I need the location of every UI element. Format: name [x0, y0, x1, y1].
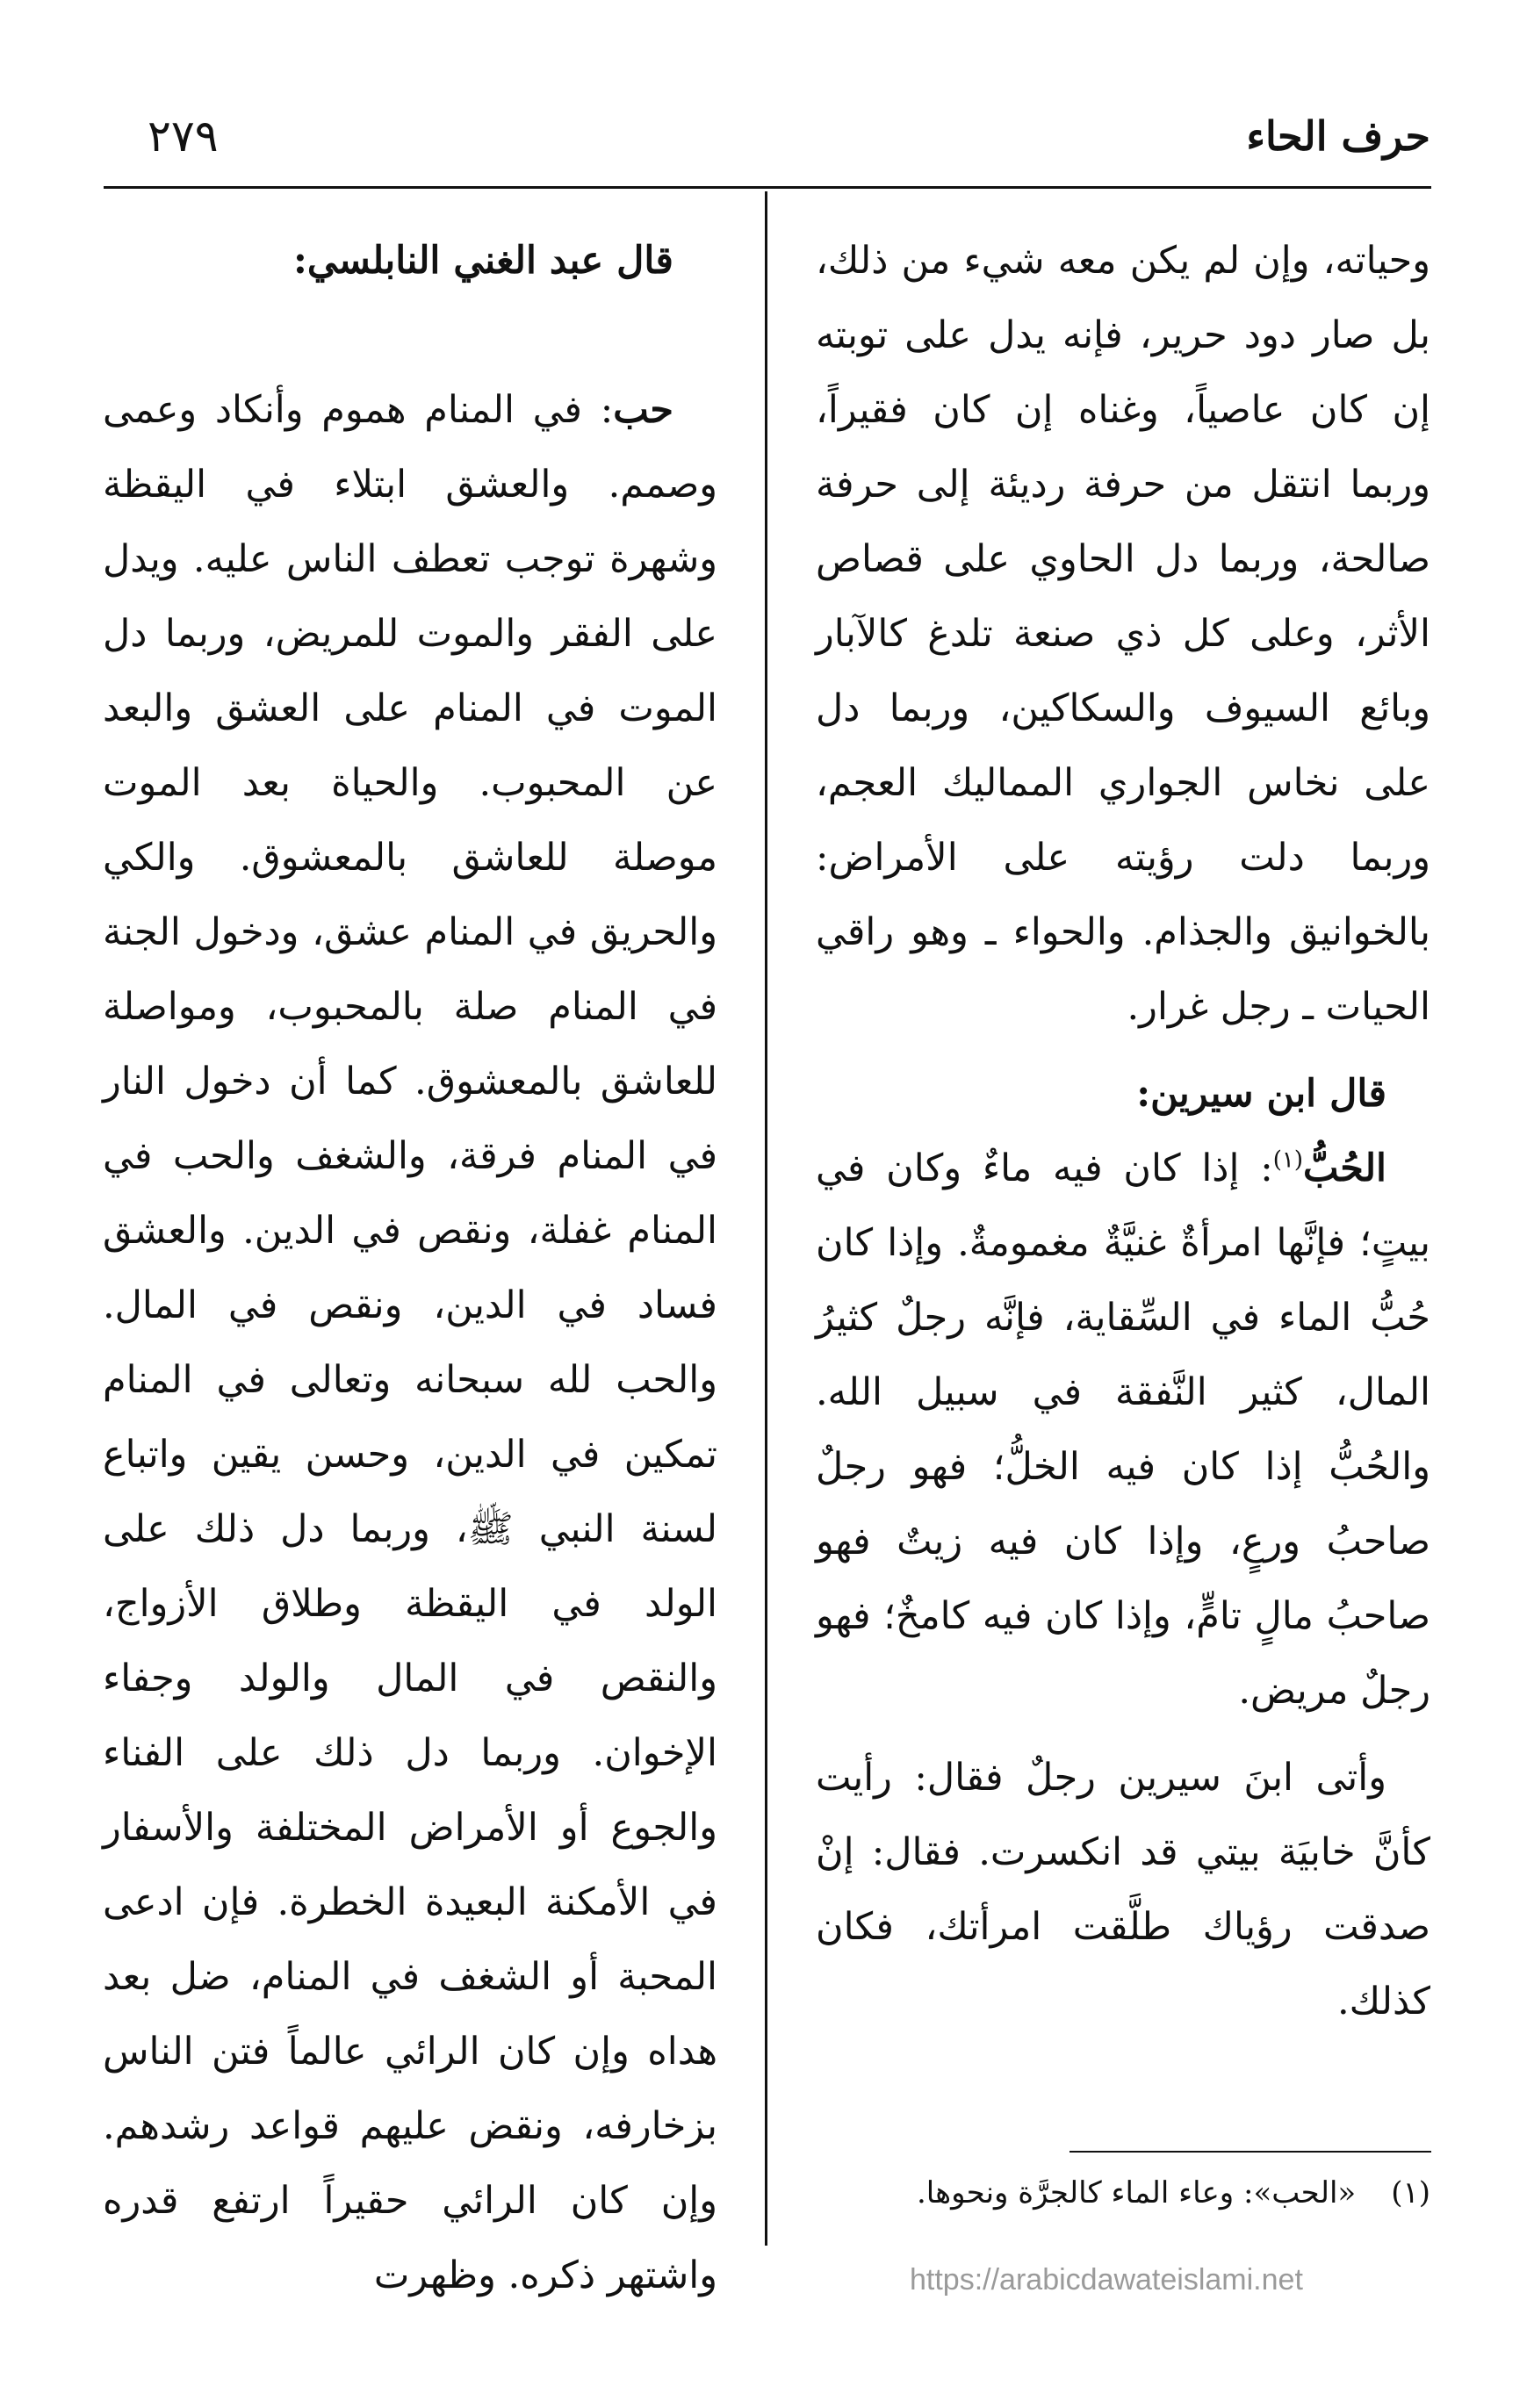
left-column-body: [103, 373, 717, 2313]
entry-text: : إذا كان فيه ماءٌ وكان في بيتٍ؛ فإنَّها امرأةٌ غنيَّةٌ مغمومةٌ. وإذا كان حُبُّ الماء في السِّقاية، فإنَّه رجلٌ كثيرُ المال، كثير النَّفقة في سبيل الله. والحُبُّ إذا كان فيه الخلُّ؛ فهو رجلٌ صاحبُ ورعٍ، وإذا كان فيه زيتٌ فهو صاحبُ مالٍ تامٍّ، وإذا كان فيه كامخٌ؛ فهو رجلٌ مريض.: [816, 1146, 1430, 1713]
nabulsi-heading: قال عبد الغني النابلسي:: [292, 239, 673, 283]
footnote-marker: (١): [1391, 2175, 1430, 2210]
right-column: [816, 224, 1430, 2039]
left-column: [103, 224, 717, 2313]
page-number: ٢٧٩: [148, 111, 219, 162]
column-divider: [765, 191, 767, 2246]
entry-term: الحُبُّ: [1302, 1146, 1386, 1190]
right-column-paragraph-1: وحياته، وإن لم يكن معه شيء من ذلك، بل صار دود حرير، فإنه يدل على توبته إن كان عاصياً، وغناه إن كان فقيراً، وربما انتقل من حرفة رديئة إلى حرفة صالحة، وربما دل الحاوي على قصاص الأثر، وعلى كل ذي صنعة تلدغ كالآبار وبائع السيوف والسكاكين، وربما دل على نخاس الجواري المماليك العجم، وربما دلت رؤيته على الأمراض: بالخوانيق والجذام. والحواء ـ وهو راقي الحيات ـ رجل غرار.: [816, 239, 1430, 1029]
footnote-reference: (١): [1272, 1146, 1303, 1174]
header-rule: [104, 186, 1431, 189]
footnote-rule: [1069, 2151, 1431, 2153]
entry-term: حب: [613, 388, 673, 432]
ibn-sirin-heading: قال ابن سيرين:: [1136, 1072, 1386, 1116]
right-column-paragraph-2: [816, 1132, 1430, 1729]
running-header-title: حرف الحاء: [1246, 112, 1430, 160]
right-column-paragraph-3: وأتى ابنَ سيرين رجلٌ فقال: رأيت كأنَّ خابيَة بيتي قد انكسرت. فقال: إنْ صدقت رؤياك طلَّقت امرأتك، فكان كذلك.: [816, 1756, 1430, 2023]
watermark-url: https://arabicdawateislami.net: [910, 2263, 1303, 2297]
footnote-text: «الحب»: وعاء الماء كالجرَّة ونحوها.: [916, 2175, 1357, 2210]
footnote: [816, 2175, 1430, 2210]
entry-text: : في المنام هموم وأنكاد وعمى وصمم. والعشق ابتلاء في اليقظة وشهرة توجب تعطف الناس عليه. ويدل على الفقر والموت للمريض، وربما دل الموت في المنام على العشق والبعد عن المحبوب. والحياة بعد الموت موصلة للعاشق بالمعشوق. والكي والحريق في المنام عشق، ودخول الجنة في المنام صلة بالمحبوب، ومواصلة للعاشق بالمعشوق. كما أن دخول النار في المنام فرقة، والشغف والحب في المنام غفلة، ونقص في الدين. والعشق فساد في الدين، ونقص في المال. والحب لله سبحانه وتعالى في المنام تمكين في الدين، وحسن يقين واتباع لسنة النبي ﷺ، وربما دل ذلك على الولد في اليقظة وطلاق الأزواج، والنقص في المال والولد وجفاء الإخوان. وربما دل ذلك على الفناء والجوع أو الأمراض المختلفة والأسفار في الأمكنة البعيدة الخطرة. فإن ادعى المحبة أو الشغف في المنام، ضل بعد هداه وإن كان الرائي عالماً فتن الناس بزخارفه، ونقض عليهم قواعد رشدهم. وإن كان الرائي حقيراً ارتفع قدره واشتهر ذكره. وظهرت: [103, 388, 717, 2297]
